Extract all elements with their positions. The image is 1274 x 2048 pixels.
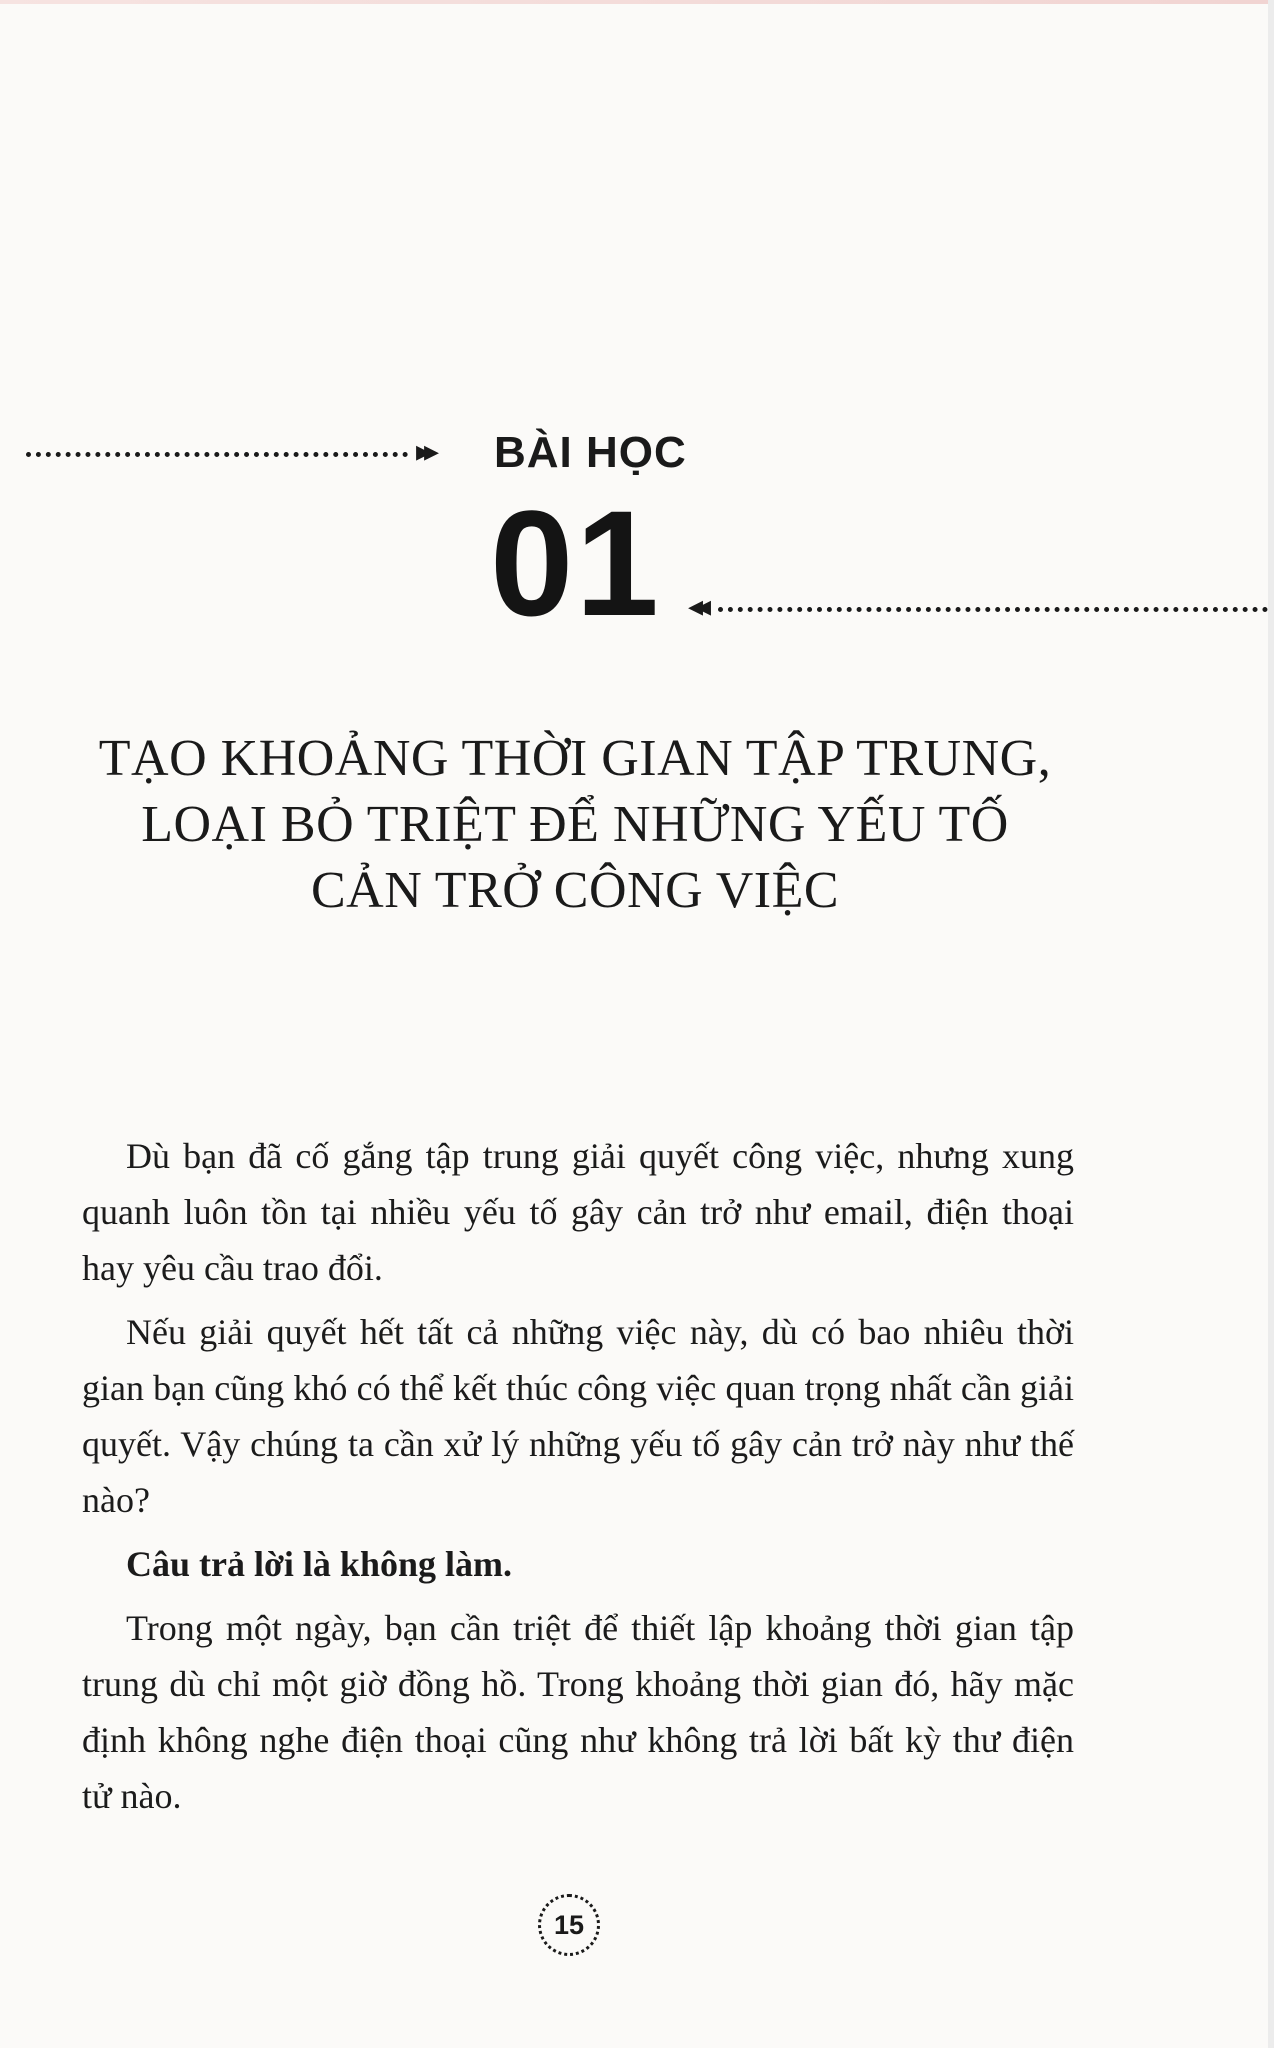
paragraph: Trong một ngày, bạn cần triệt để thiết lập khoảng thời gian tập trung dù chỉ một giờ đồng hồ. Trong khoảng thời gian đó, hãy mặc định không nghe điện thoại cũng như không trả lời bất kỳ thư điện tử nào. [82, 1608, 1074, 1816]
lesson-label: BÀI HỌC [494, 428, 687, 477]
page-number [538, 1894, 600, 1956]
double-arrow-left-icon: ◂◂ [688, 589, 705, 624]
double-arrow-right-icon: ▸▸ [416, 434, 433, 469]
page-top-edge [0, 0, 1274, 4]
answer-paragraph: Câu trả lời là không làm. [126, 1544, 512, 1584]
page-number-text: 15 [553, 1909, 585, 1940]
page-right-edge [1268, 0, 1274, 2048]
chapter-title-line: LOẠI BỎ TRIỆT ĐỂ NHỮNG YẾU TỐ [141, 796, 1009, 853]
body-text [82, 1128, 1074, 1832]
paragraph: Dù bạn đã cố gắng tập trung giải quyết công việc, nhưng xung quanh luôn tồn tại nhiều yếu tố gây cản trở như email, điện thoại hay yêu cầu trao đổi. [82, 1136, 1074, 1288]
chapter-title-line: TẠO KHOẢNG THỜI GIAN TẬP TRUNG, [98, 730, 1052, 787]
chapter-title [60, 726, 1090, 924]
paragraph: Nếu giải quyết hết tất cả những việc này, dù có bao nhiêu thời gian bạn cũng khó có thể kết thúc công việc quan trọng nhất cần giải quyết. Vậy chúng ta cần xử lý những yếu tố gây cản trở này như thế nào? [82, 1312, 1074, 1520]
chapter-title-line: CẢN TRỞ CÔNG VIỆC [310, 862, 840, 919]
lesson-number: 01 [490, 479, 661, 647]
dotted-rule-right [718, 607, 1268, 612]
dotted-rule-left [26, 452, 408, 457]
